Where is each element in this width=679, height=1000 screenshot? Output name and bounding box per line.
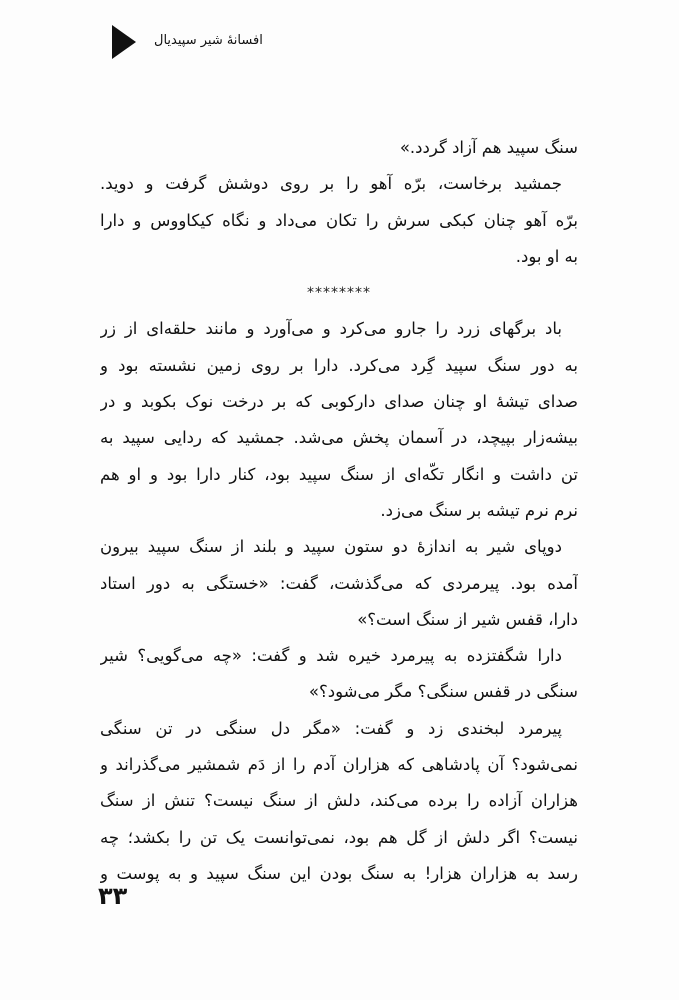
text-line: بیشه‌زار بپیچد، در آسمان پخش می‌شد. جمشید که ردایی سپید به <box>100 428 578 448</box>
text-line: آمده بود. پیرمردی که می‌گذشت، گفت: «خستگی به دور استاد <box>100 573 578 593</box>
text-line: به دور سنگ سپید گِرد می‌کرد. دارا بر روی زمین نشسته بود و <box>100 355 578 375</box>
text-line: سنگی در قفس سنگی؟ مگر می‌شود؟» <box>308 682 578 702</box>
text-line: باد برگهای زرد را جارو می‌کرد و می‌آورد و مانند حلقه‌ای از زر <box>100 319 562 339</box>
text-line: پیرمرد لبخندی زد و گفت: «مگر دل سنگی در تن سنگی <box>100 718 562 738</box>
section-separator: ******** <box>307 285 371 302</box>
text-line: نمی‌شود؟ آن پادشاهی که هزاران آدم را از دَم شمشیر می‌گذراند و <box>100 755 578 775</box>
text-line: نیست؟ اگر دلش از گل هم بود، نمی‌توانست یک تن را بکشد؛ چه <box>100 827 578 847</box>
text-line: نرم نرم تیشه بر سنگ می‌زد. <box>380 500 578 520</box>
text-line: دارا، قفس شیر از سنگ است؟» <box>357 609 578 629</box>
text-line: جمشید برخاست، برّه آهو را بر روی دوشش گرفت و دوید. <box>100 174 562 194</box>
text-line: تن داشت و انگار تکّه‌ای از سنگ سپید بود، کنار دارا بود و او هم <box>100 464 578 484</box>
text-line: سنگ سپید هم آزاد گردد.» <box>399 138 578 157</box>
play-arrow-icon <box>112 25 136 59</box>
text-line: صدای تیشهٔ او چنان صدای دارکوبی که بر درخت نوک بکوبد و در <box>100 392 578 412</box>
text-line: رسد به هزاران هزار! به سنگ بودن این سنگ سپید و به پوست و <box>100 863 578 883</box>
text-line: هزاران آزاده را برده می‌کند، دلش از سنگ نیست؟ تنش از سنگ <box>100 791 578 811</box>
running-header-title: افسانهٔ شیر سپیدیال <box>154 33 263 48</box>
text-line: دوپای شیر به اندازهٔ دو ستون سپید و بلند از سنگ سپید بیرون <box>100 537 562 557</box>
page-number: ۳۳ <box>98 882 128 910</box>
body-text <box>100 130 578 892</box>
text-line: دارا شگفتزده به پیرمرد خیره شد و گفت: «چه می‌گویی؟ شیر <box>100 646 562 666</box>
text-line: برّه آهو چنان کبکی سرش را تکان می‌داد و نگاه کیکاووس و دارا <box>100 210 578 230</box>
text-line: به او بود. <box>515 246 578 266</box>
running-header <box>112 22 582 62</box>
